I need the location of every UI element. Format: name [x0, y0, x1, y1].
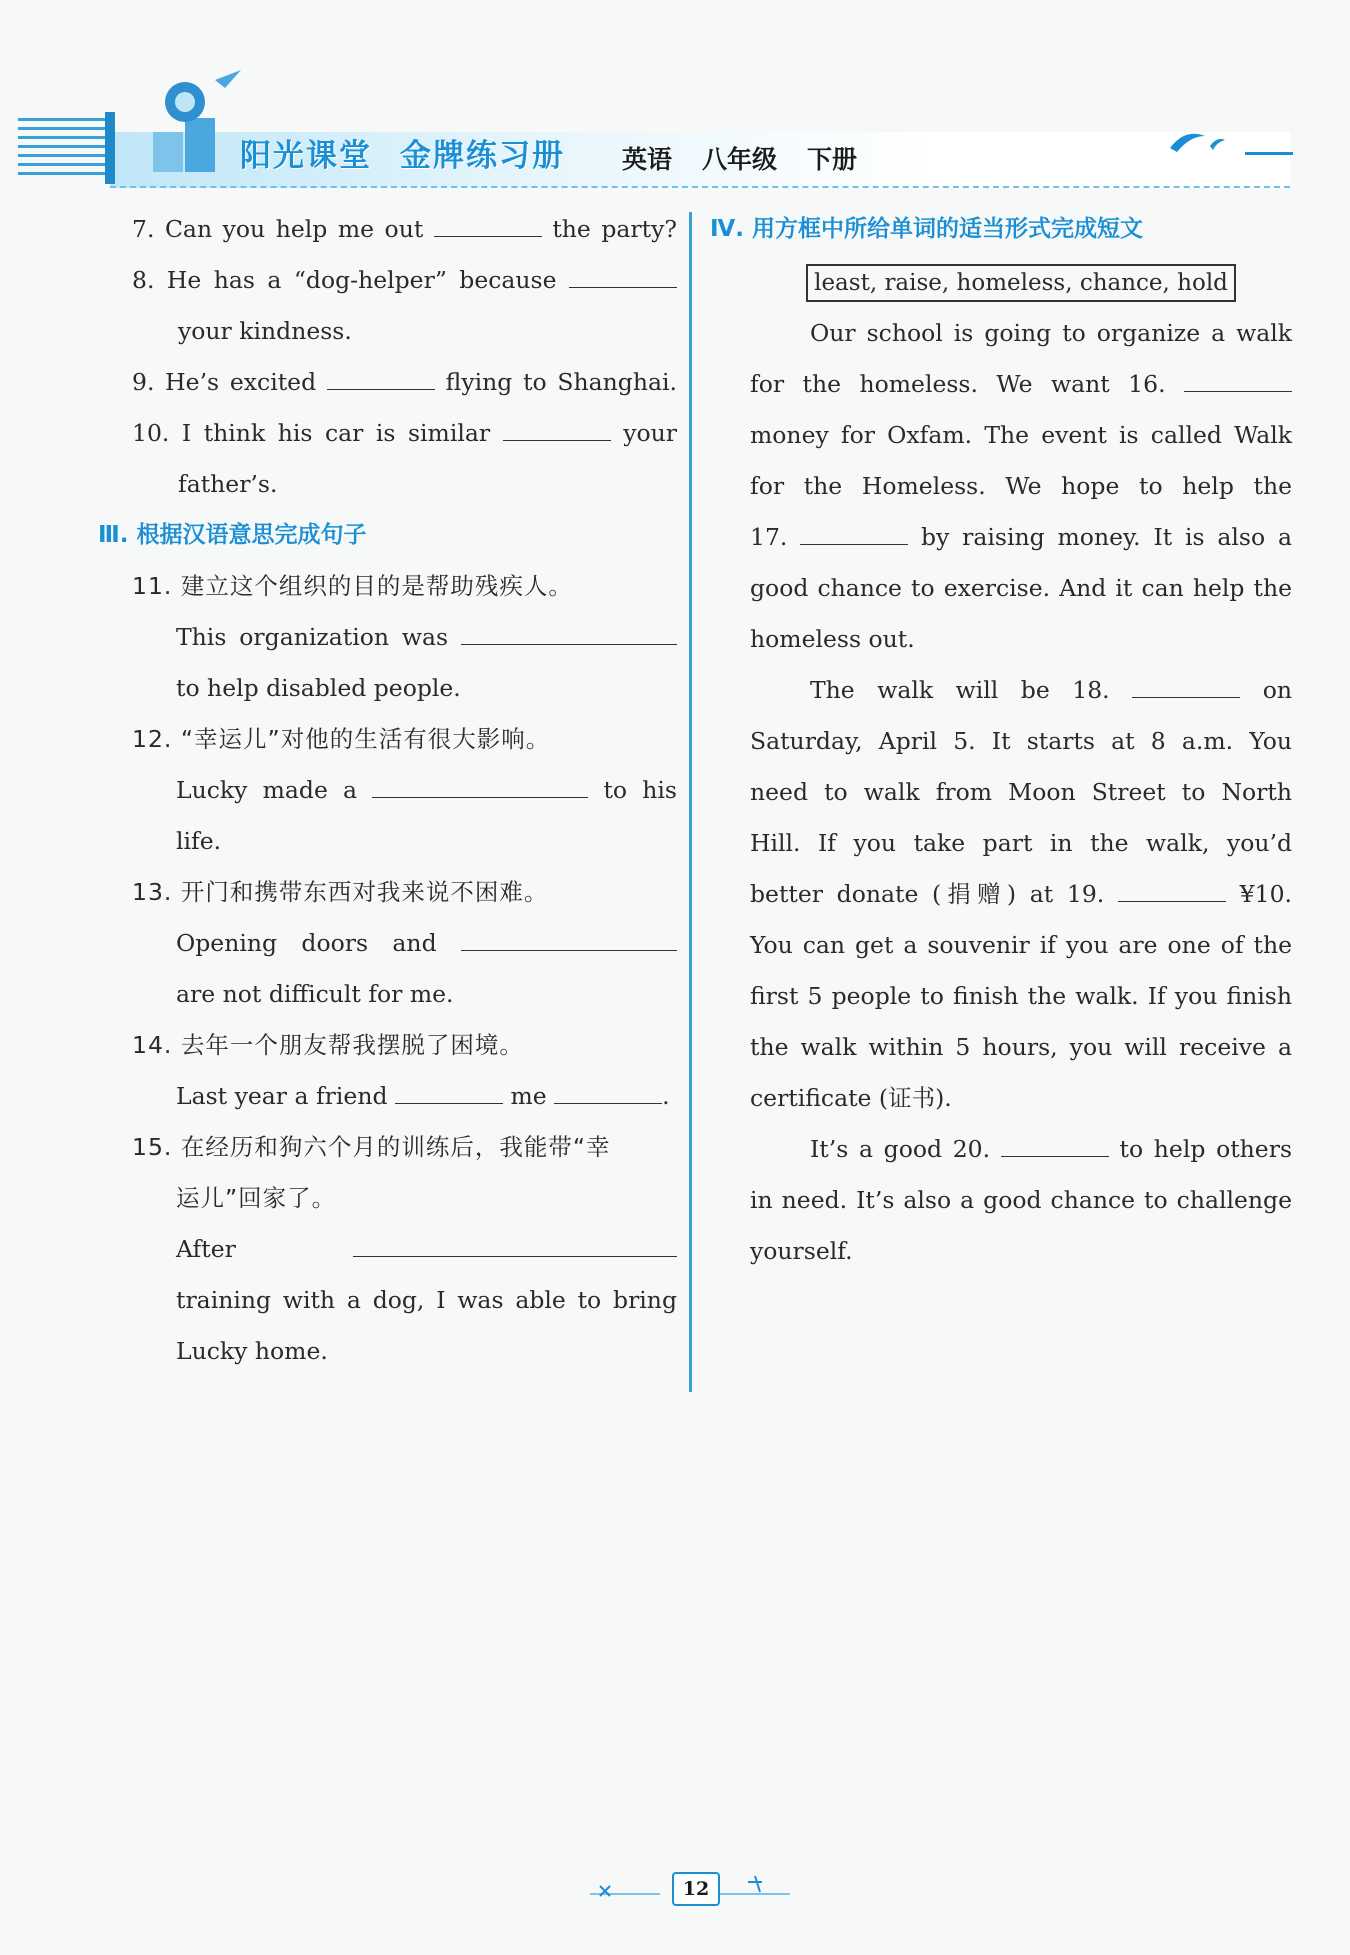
word-box-row — [750, 255, 1292, 308]
question-12-cont: life. — [176, 827, 222, 855]
question-15-chinese: 15. 在经历和狗六个月的训练后，我能带“幸 — [132, 1133, 611, 1161]
answer-blank[interactable] — [461, 618, 569, 645]
passage-line: Hill. If you take part in the walk, you’d — [750, 829, 1292, 857]
question-11-cont: to help disabled people. — [176, 674, 461, 702]
answer-blank[interactable] — [461, 1230, 569, 1257]
question-8: 8. He has a “dog-helper” because — [132, 255, 677, 306]
answer-blank-19[interactable] — [1118, 875, 1226, 902]
passage-line: for the homeless. We want 16. — [750, 359, 1292, 410]
passage-line: good chance to exercise. And it can help the — [750, 574, 1292, 602]
passage-line: first 5 people to finish the walk. If you finish — [750, 982, 1292, 1010]
right-column — [710, 204, 1292, 1277]
column-divider — [689, 212, 692, 1392]
question-14-chinese: 14. 去年一个朋友帮我摆脱了困境。 — [132, 1031, 524, 1059]
passage-line: Our school is going to organize a walk — [810, 319, 1292, 347]
answer-blank[interactable] — [503, 414, 611, 441]
subject-label: 英语 — [622, 145, 673, 174]
question-13: Opening doors and — [132, 918, 677, 969]
answer-blank[interactable] — [353, 1230, 461, 1257]
answer-blank-16[interactable] — [1184, 365, 1292, 392]
passage-line: certificate (证书). — [750, 1084, 952, 1112]
passage-line: homeless out. — [750, 625, 915, 653]
question-15-end: Lucky home. — [176, 1337, 328, 1365]
brand-name: 阳光课堂 — [240, 138, 372, 174]
answer-blank[interactable] — [327, 363, 435, 390]
birds-icon — [1165, 118, 1295, 168]
answer-blank[interactable] — [569, 618, 677, 645]
passage-line: The walk will be 18. on — [750, 665, 1292, 716]
answer-blank[interactable] — [554, 1077, 662, 1104]
passage-line: in need. It’s also a good chance to challenge — [750, 1186, 1292, 1214]
question-15: After — [132, 1224, 677, 1275]
word-box: least, raise, homeless, chance, hold — [806, 264, 1236, 302]
question-15-chinese-cont: 运儿”回家了。 — [176, 1184, 337, 1212]
passage-line: the walk within 5 hours, you will receive a — [750, 1033, 1292, 1061]
section-3-title: Ⅲ. 根据汉语意思完成句子 — [98, 522, 367, 548]
question-11: This organization was — [132, 612, 677, 663]
passage-line: 17. by raising money. It is also a — [750, 512, 1292, 563]
header-stripes — [18, 118, 108, 181]
answer-blank-17[interactable] — [800, 518, 908, 545]
question-12-chinese: 12. “幸运儿”对他的生活有很大影响。 — [132, 725, 551, 753]
answer-blank[interactable] — [569, 924, 677, 951]
section-4-title: Ⅳ. 用方框中所给单词的适当形式完成短文 — [710, 216, 1144, 242]
passage-line: better donate (捐赠) at 19. ¥10. — [750, 869, 1292, 920]
answer-blank[interactable] — [395, 1077, 503, 1104]
passage-line: need to walk from Moon Street to North — [750, 778, 1292, 806]
question-15-cont: training with a dog, I was able to bring — [176, 1286, 677, 1314]
question-9: 9. He’s excited flying to Shanghai. — [132, 357, 677, 408]
passage-line: for the Homeless. We hope to help the — [750, 472, 1292, 500]
question-12: Lucky made a to his — [132, 765, 677, 816]
brand-series: 金牌练习册 — [400, 138, 565, 174]
header-subject — [622, 140, 887, 176]
question-10-cont: father’s. — [178, 470, 278, 498]
answer-blank-20[interactable] — [1001, 1130, 1109, 1157]
question-11-chinese: 11. 建立这个组织的目的是帮助残疾人。 — [132, 572, 573, 600]
passage-line: You can get a souvenir if you are one of the — [750, 931, 1292, 959]
header-brand — [240, 130, 593, 175]
grade-label: 八年级 — [702, 145, 778, 174]
question-14: Last year a friend me . — [132, 1071, 677, 1122]
answer-blank[interactable] — [434, 210, 542, 237]
answer-blank[interactable] — [480, 771, 588, 798]
question-7: 7. Can you help me out the party? — [132, 204, 677, 255]
answer-blank[interactable] — [461, 924, 569, 951]
question-8-cont: your kindness. — [178, 317, 352, 345]
question-10: 10. I think his car is similar your — [132, 408, 677, 459]
question-13-chinese: 13. 开门和携带东西对我来说不困难。 — [132, 878, 549, 906]
header-bar — [105, 112, 115, 184]
passage-line: It’s a good 20. to help others — [750, 1124, 1292, 1175]
mascot-logo-icon — [145, 70, 245, 180]
answer-blank-18[interactable] — [1132, 671, 1240, 698]
answer-blank[interactable] — [569, 261, 677, 288]
passage-line: money for Oxfam. The event is called Walk — [750, 421, 1292, 449]
question-13-cont: are not difficult for me. — [176, 980, 454, 1008]
passage-line: Saturday, April 5. It starts at 8 a.m. You — [750, 727, 1292, 755]
left-column — [98, 204, 677, 1377]
answer-blank[interactable] — [372, 771, 480, 798]
passage-line: yourself. — [750, 1237, 853, 1265]
page-number: 12 — [672, 1872, 720, 1906]
volume-label: 下册 — [807, 145, 858, 174]
answer-blank[interactable] — [569, 1230, 677, 1257]
